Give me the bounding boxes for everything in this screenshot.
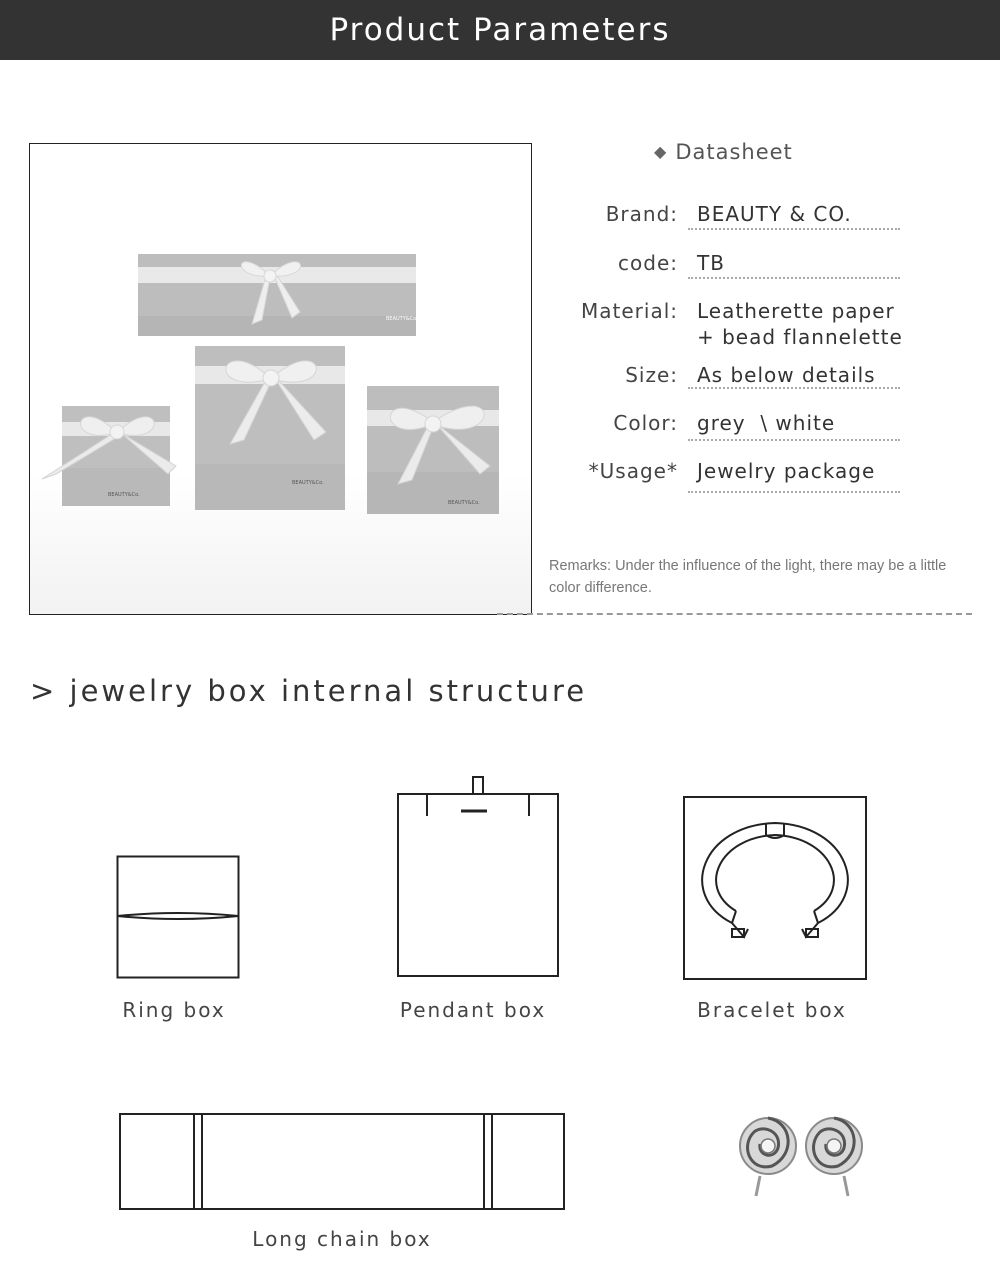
bracelet-box-diagram [682,795,868,981]
datasheet-row-code [540,251,960,291]
row-label: *Usage* [588,459,678,483]
rose-earrings-image [732,1110,872,1202]
pendant-box-caption: Pendant box [399,998,547,1022]
long-chain-box-diagram [118,1112,568,1212]
datasheet-row-size [540,363,960,403]
structure-section-title: > jewelry box internal structure [30,674,588,708]
dotted-divider [688,387,900,389]
dotted-divider [688,228,900,230]
page-title: Product Parameters [329,12,671,48]
ring-box-caption: Ring box [122,998,226,1022]
dotted-divider [688,277,900,279]
datasheet-row-color [540,411,960,451]
svg-text:BEAUTY&Co.: BEAUTY&Co. [108,492,140,498]
bracelet-box-caption: Bracelet box [697,998,847,1022]
square-gift-box [195,346,345,510]
row-value: TB [697,251,725,275]
row-value: grey \ white [697,411,836,435]
svg-text:BEAUTY&Co.: BEAUTY&Co. [386,316,418,322]
datasheet-row-material [540,299,960,359]
datasheet-row-usage [540,459,960,499]
row-value-continued: + bead flannelette [697,325,903,349]
product-photo [29,143,532,615]
row-value: Leatherette paper [697,299,895,323]
row-label: Size: [625,363,678,387]
ring-box-diagram [116,855,242,981]
row-label: Material: [581,299,678,323]
earring-right [806,1118,862,1196]
small-gift-box-right [367,386,499,514]
earring-left [740,1118,796,1196]
datasheet-heading: ◆ Datasheet [654,140,793,164]
row-label: code: [618,251,678,275]
datasheet-row-brand [540,202,960,242]
dotted-divider [688,439,900,441]
pendant-box-diagram [395,774,561,980]
row-label: Color: [613,411,678,435]
remarks-divider [497,613,972,615]
row-value: As below details [697,363,876,387]
dotted-divider [688,491,900,493]
small-gift-box-left [42,406,176,506]
gift-boxes-illustration [30,144,531,614]
row-value: BEAUTY & CO. [697,202,852,226]
svg-text:BEAUTY&Co.: BEAUTY&Co. [292,480,324,486]
long-gift-box [138,254,418,336]
page-header [0,0,1000,60]
row-value: Jewelry package [697,459,876,483]
row-label: Brand: [605,202,678,226]
diamond-icon: ◆ [654,142,668,161]
svg-text:BEAUTY&Co.: BEAUTY&Co. [448,500,480,506]
long-chain-box-caption: Long chain box [252,1227,432,1251]
remarks-text: Remarks: Under the influence of the light, there may be a little color difference. [549,558,947,596]
